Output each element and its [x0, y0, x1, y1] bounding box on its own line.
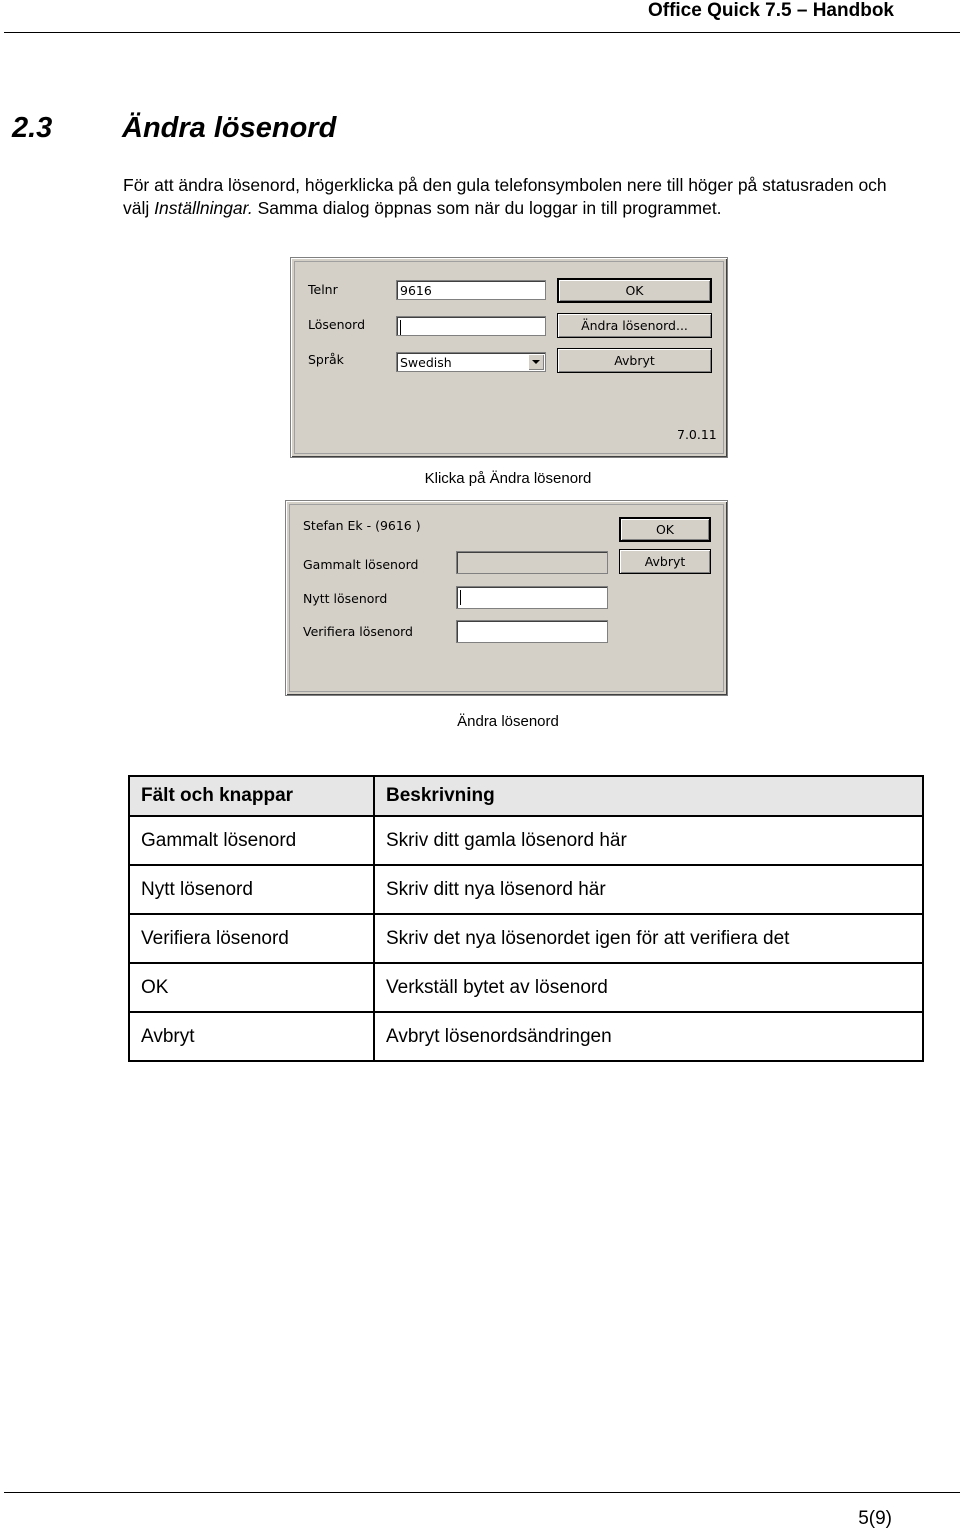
ok-button[interactable]: OK — [557, 278, 712, 303]
table-cell-description: Skriv det nya lösenordet igen för att verifiera det — [374, 914, 923, 963]
password-input[interactable] — [396, 316, 546, 336]
header-rule — [4, 32, 960, 33]
table-row — [129, 816, 923, 865]
change-password-dialog — [285, 500, 728, 696]
intro-text-2: Samma dialog öppnas som när du loggar in till programmet. — [252, 198, 722, 218]
section-title: Ändra lösenord — [122, 112, 337, 144]
login-dialog — [290, 257, 728, 458]
table-cell-field: OK — [129, 963, 374, 1012]
table-cell-field: Avbryt — [129, 1012, 374, 1061]
caption-login-dialog: Klicka på Ändra lösenord — [424, 470, 592, 487]
telnr-label: Telnr — [308, 282, 338, 297]
change-password-button[interactable]: Ändra lösenord... — [557, 313, 712, 338]
language-select-value: Swedish — [400, 355, 452, 370]
verify-password-input[interactable] — [456, 620, 608, 643]
text-caret — [460, 590, 461, 605]
table-header-description: Beskrivning — [374, 776, 923, 816]
table-header-fields: Fält och knappar — [129, 776, 374, 816]
table-row — [129, 963, 923, 1012]
new-password-label: Nytt lösenord — [303, 591, 388, 606]
table-row — [129, 914, 923, 963]
password-label: Lösenord — [308, 317, 366, 332]
cancel-button[interactable]: Avbryt — [557, 348, 712, 373]
intro-paragraph — [123, 174, 903, 220]
old-password-label: Gammalt lösenord — [303, 557, 419, 572]
fields-description-table — [128, 775, 924, 1062]
user-label: Stefan Ek - (9616 ) — [303, 518, 421, 533]
intro-text-1: För att ändra lösenord, högerklicka på den gula telefonsymbolen nere till höger på statusraden och välj — [123, 175, 887, 218]
new-password-input[interactable] — [456, 586, 608, 609]
language-label: Språk — [308, 352, 344, 367]
table-cell-description: Skriv ditt gamla lösenord här — [374, 816, 923, 865]
telnr-input[interactable]: 9616 — [396, 280, 546, 300]
language-select[interactable] — [396, 352, 546, 372]
table-cell-description: Verkställ bytet av lösenord — [374, 963, 923, 1012]
text-caret — [400, 320, 401, 335]
caption-change-dialog: Ändra lösenord — [457, 713, 559, 730]
table-row — [129, 865, 923, 914]
table-cell-field: Nytt lösenord — [129, 865, 374, 914]
section-number: 2.3 — [12, 112, 53, 144]
version-label: 7.0.11 — [677, 427, 717, 442]
table-cell-description: Skriv ditt nya lösenord här — [374, 865, 923, 914]
old-password-input[interactable] — [456, 551, 608, 574]
verify-password-label: Verifiera lösenord — [303, 624, 413, 639]
table-row — [129, 1012, 923, 1061]
dropdown-arrow-icon[interactable] — [528, 354, 544, 370]
settings-menu-reference: Inställningar. — [154, 198, 253, 218]
table-cell-field: Gammalt lösenord — [129, 816, 374, 865]
footer-rule — [4, 1492, 960, 1493]
change-cancel-button[interactable]: Avbryt — [619, 549, 711, 574]
page-number: 5(9) — [858, 1508, 892, 1529]
document-header-title: Office Quick 7.5 – Handbok — [647, 0, 894, 21]
table-cell-field: Verifiera lösenord — [129, 914, 374, 963]
table-cell-description: Avbryt lösenordsändringen — [374, 1012, 923, 1061]
section-heading — [12, 112, 336, 145]
table-header-row — [129, 776, 923, 816]
change-ok-button[interactable]: OK — [619, 517, 711, 542]
